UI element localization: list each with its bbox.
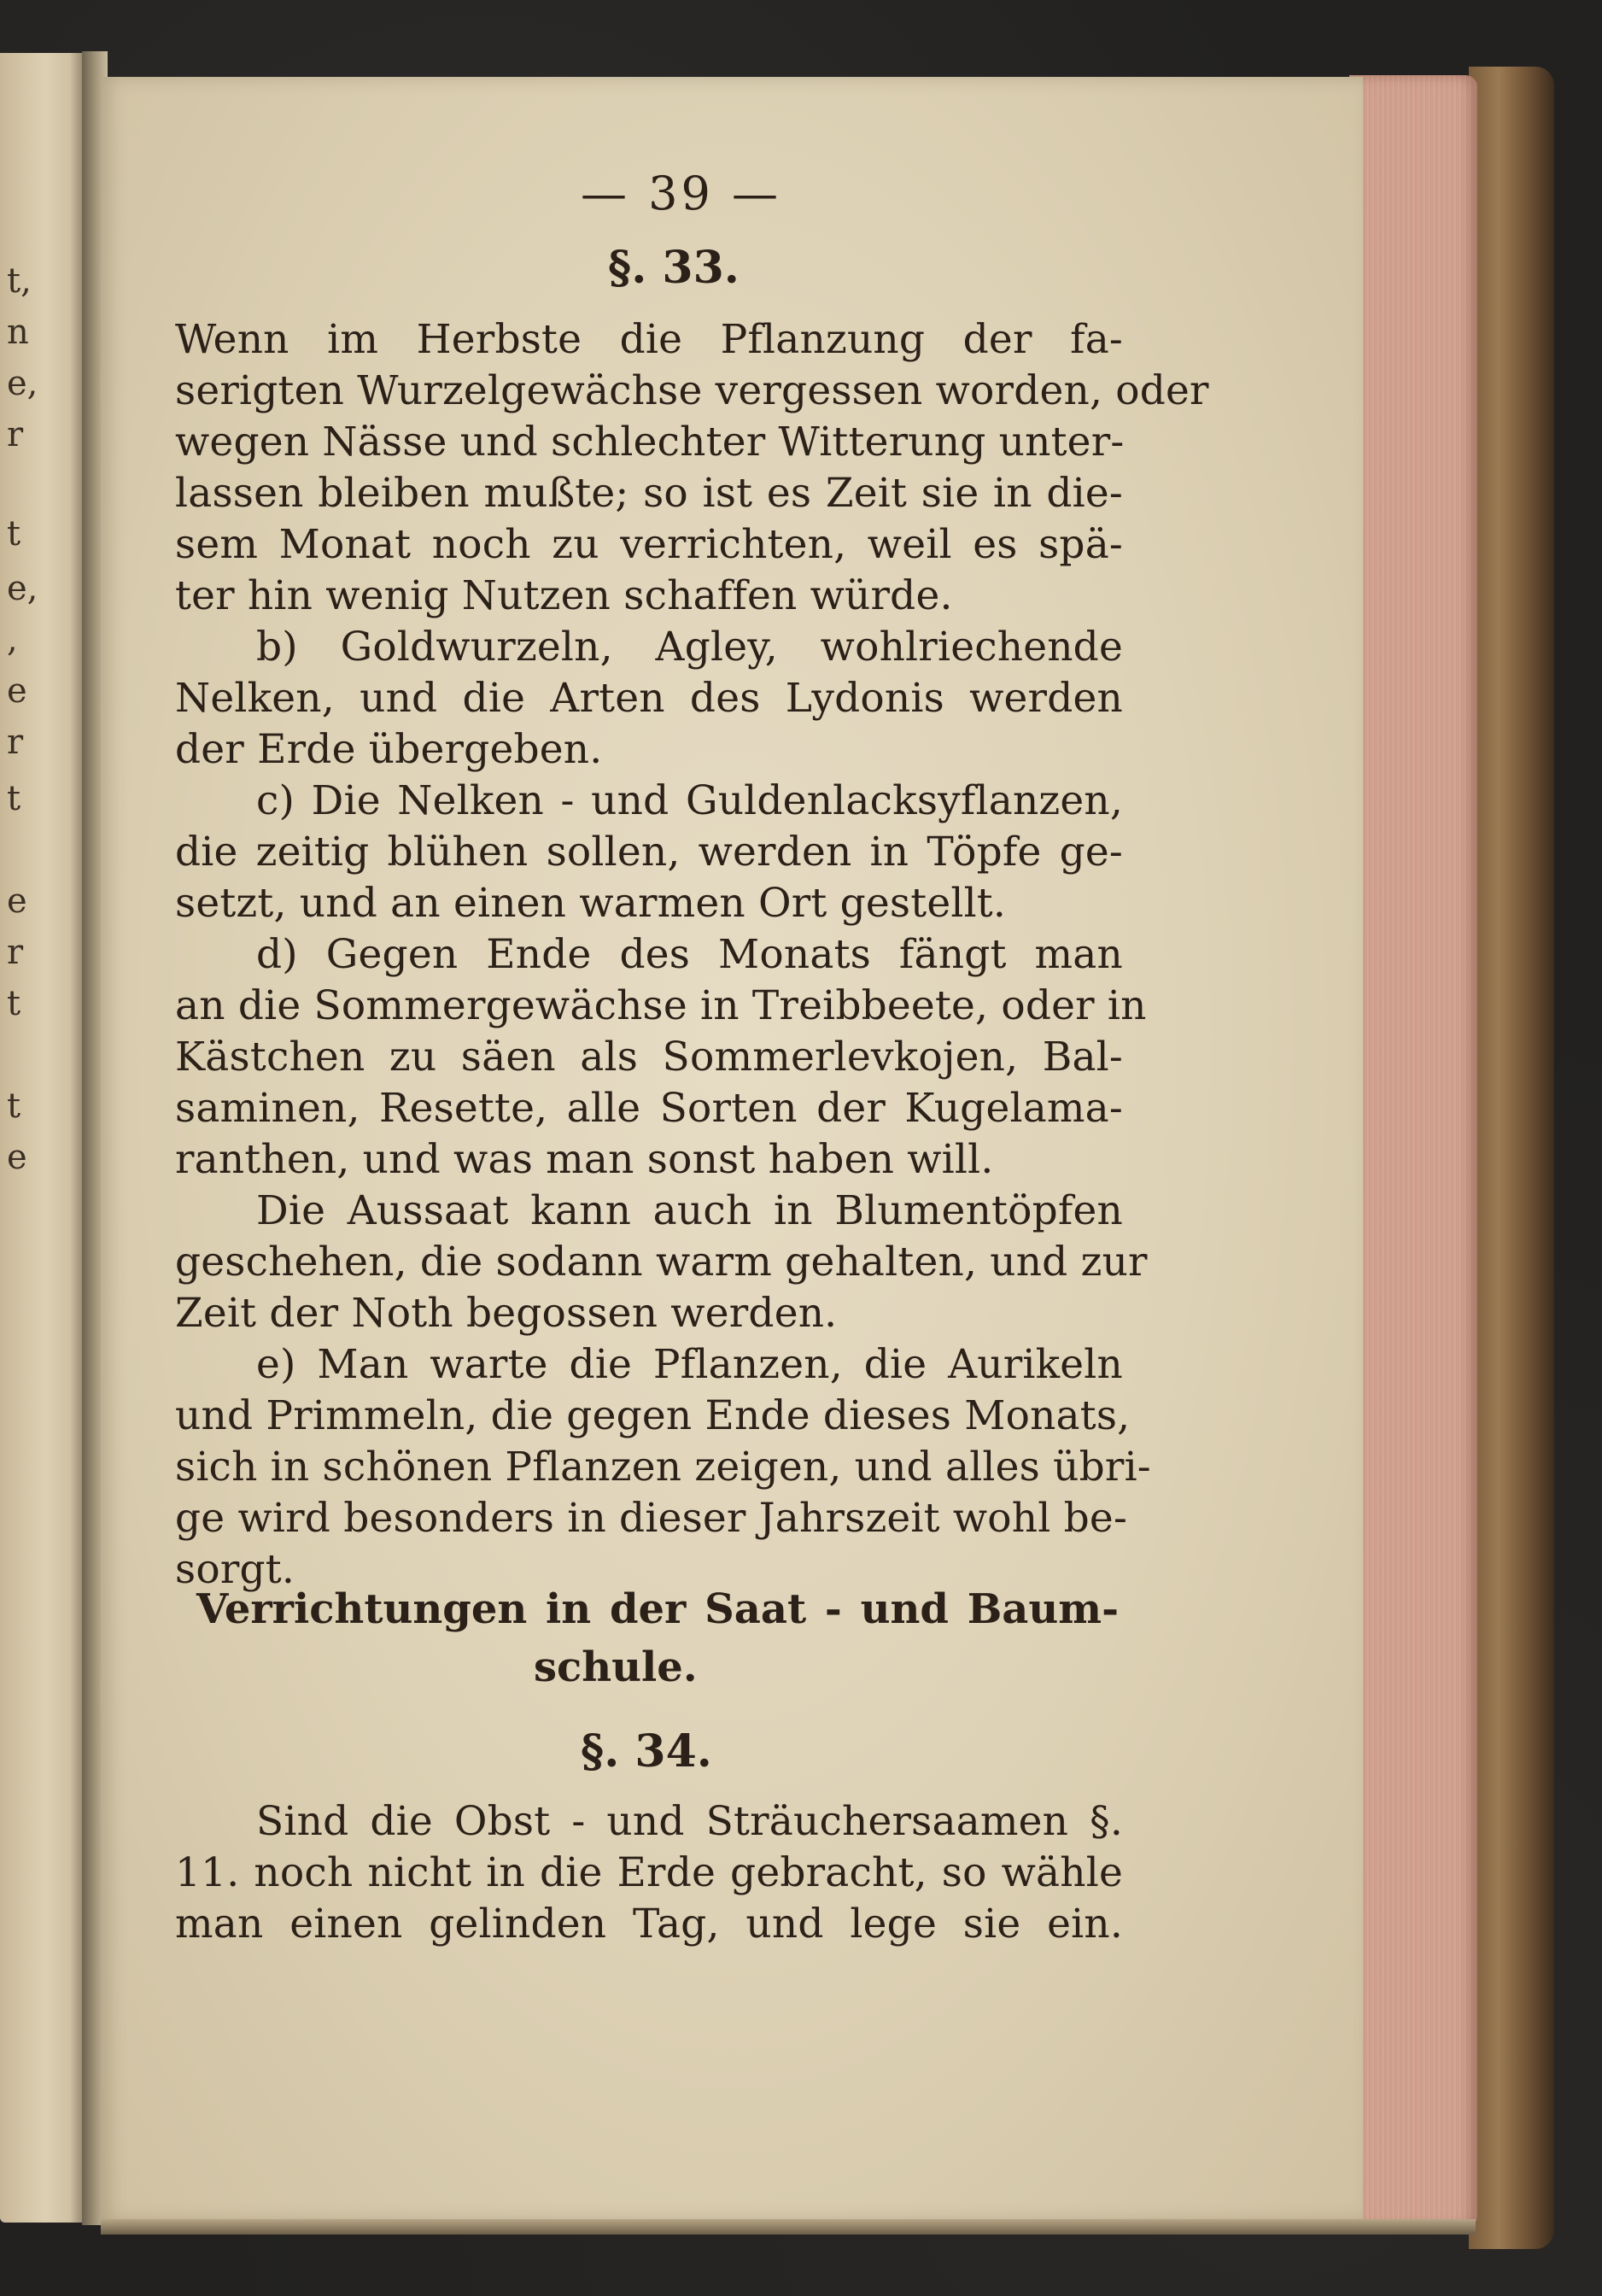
text-line: ge wird besonders in dieser Jahrszeit wohl be- (175, 1495, 1128, 1542)
text-line: ter hin wenig Nutzen schaffen würde. (175, 572, 953, 619)
text-line: serigten Wurzelgewächse vergessen worden, oder (175, 367, 1209, 414)
text-line: Nelken, und die Arten des Lydonis werden (175, 675, 1123, 722)
text-line: e) Man warte die Pflanzen, die Aurikeln (256, 1341, 1123, 1388)
page-number: — 39 — (581, 167, 782, 220)
heading-line: schule. (534, 1643, 698, 1691)
text-line: Die Aussaat kann auch in Blumentöpfen (256, 1187, 1123, 1234)
left-page (0, 53, 82, 2223)
text-line: man einen gelinden Tag, und lege sie ein. (175, 1901, 1123, 1948)
section-heading (196, 1580, 1119, 1696)
left-fragment: e (7, 1138, 27, 1177)
text-line: an die Sommergewächse in Treibbeete, oder in (175, 982, 1147, 1029)
text-line: 11. noch nicht in die Erde gebracht, so wähle (175, 1849, 1123, 1896)
left-fragment: r (7, 933, 24, 972)
left-fragment: t (7, 984, 21, 1023)
page-bottom-edge (101, 2219, 1476, 2234)
text-line: sich in schönen Pflanzen zeigen, und alles übri- (175, 1444, 1151, 1491)
text-line: setzt, und an einen warmen Ort gestellt. (175, 880, 1007, 927)
left-fragment: t (7, 779, 21, 818)
text-line: und Primmeln, die gegen Ende dieses Monats, (175, 1392, 1131, 1439)
text-line: Wenn im Herbste die Pflanzung der fa- (175, 316, 1123, 363)
left-fragment: e, (7, 569, 38, 608)
left-page-text-fragments (0, 53, 38, 2223)
text-block-34 (175, 1798, 1131, 1969)
text-line: die zeitig blühen sollen, werden in Töpfe ge- (175, 829, 1123, 876)
text-line: saminen, Resette, alle Sorten der Kugelama- (175, 1085, 1123, 1132)
text-line: Zeit der Noth begossen werden. (175, 1290, 838, 1337)
left-fragment: t, (7, 261, 32, 301)
left-fragment: t (7, 514, 21, 554)
left-fragment: r (7, 723, 24, 762)
left-fragment: e (7, 882, 27, 921)
left-fragment: e (7, 671, 27, 711)
text-line: ranthen, und was man sonst haben will. (175, 1136, 994, 1183)
book-cover-edge (1469, 67, 1554, 2249)
text-line: b) Goldwurzeln, Agley, wohlriechende (256, 624, 1123, 671)
text-line: sorgt. (175, 1546, 295, 1593)
text-line: Sind die Obst - und Sträuchersaamen §. (256, 1798, 1123, 1845)
text-line: Kästchen zu säen als Sommerlevkojen, Bal- (175, 1034, 1123, 1081)
text-line: lassen bleiben mußte; so ist es Zeit sie in die- (175, 470, 1123, 517)
left-fragment: r (7, 415, 24, 454)
section-mark-34: §. 34. (581, 1725, 712, 1778)
left-fragment: t (7, 1086, 21, 1126)
text-line: der Erde übergeben. (175, 726, 603, 773)
text-line: c) Die Nelken - und Guldenlacksyflanzen, (256, 777, 1123, 824)
section-mark-33: §. 33. (608, 242, 740, 294)
left-fragment: n (7, 313, 29, 352)
page-fore-edge (1349, 75, 1477, 2228)
text-line: wegen Nässe und schlechter Witterung unter- (175, 419, 1125, 466)
left-fragment: , (7, 620, 18, 659)
text-line: geschehen, die sodann warm gehalten, und zur (175, 1239, 1148, 1286)
text-line: sem Monat noch zu verrichten, weil es spä- (175, 521, 1123, 568)
left-fragment: e, (7, 364, 38, 403)
text-line: d) Gegen Ende des Monats fängt man (256, 931, 1123, 978)
heading-line: Verrichtungen in der Saat - und Baum- (196, 1585, 1119, 1633)
